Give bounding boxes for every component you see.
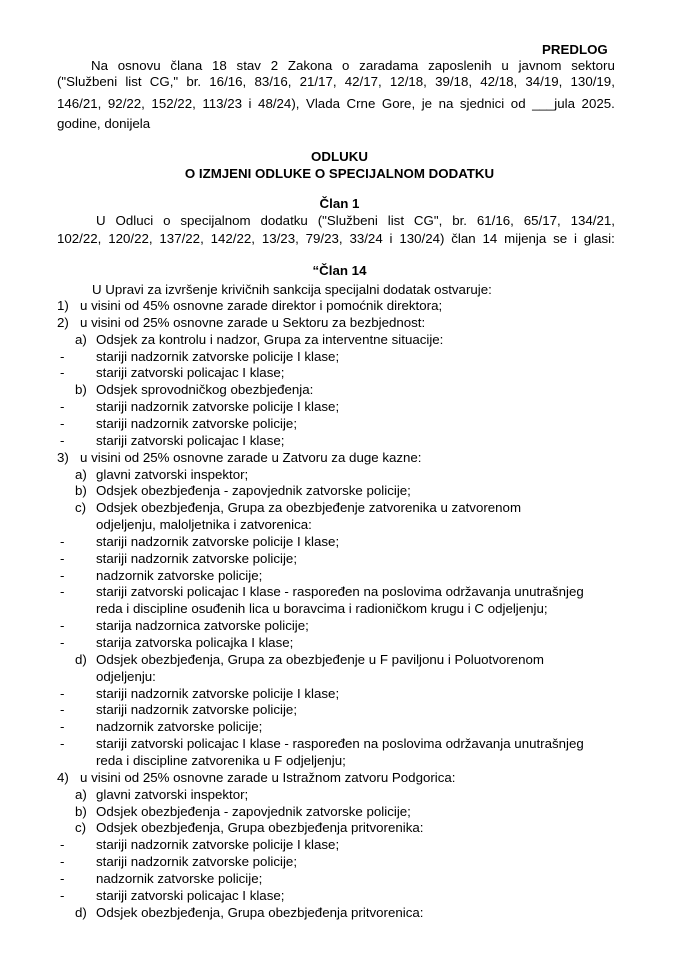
list-text: stariji zatvorski policajac I klase - raspoređen na poslovima održavanja unutrašnjeg	[96, 584, 584, 600]
list-text: stariji nadzornik zatvorske policije;	[96, 854, 298, 870]
word: 42/17,	[344, 74, 382, 89]
word: CG,"	[149, 74, 179, 89]
word: zaposlenih	[428, 58, 492, 73]
word: 42/18,	[480, 74, 518, 89]
word: zaradama	[359, 58, 419, 73]
word: 142/22,	[210, 231, 255, 246]
list-marker: d)	[75, 904, 87, 920]
list-text: reda i discipline osuđenih lica u boravcima i radioničkom krugu i C odjeljenju;	[96, 601, 548, 617]
word: Na	[91, 58, 108, 73]
word: 48/24),	[258, 96, 300, 111]
word: Zakona	[287, 58, 333, 73]
list-text: u visini od 45% osnovne zarade direktor i pomoćnik direktora;	[80, 298, 443, 313]
list-marker: -	[60, 348, 65, 364]
preamble-line	[91, 58, 615, 74]
list-text: u visini od 25% osnovne zarade u Sektoru za bezbjednost:	[80, 314, 426, 330]
word: sjednici	[459, 96, 505, 111]
list-text: nadzornik zatvorske policije;	[96, 567, 263, 583]
word: mijenja	[504, 231, 547, 246]
list-text: Odsjek obezbjeđenja - zapovjednik zatvorske policije;	[96, 483, 411, 499]
list-text: stariji nadzornik zatvorske policije I klase;	[96, 837, 340, 853]
list-marker: a)	[75, 331, 87, 347]
word: 130/19,	[570, 74, 615, 89]
article-1-heading: Član 1	[319, 196, 360, 211]
word: ("Službeni	[317, 213, 378, 228]
word: o	[342, 58, 350, 73]
list-marker: -	[60, 432, 65, 448]
word: 79/23,	[305, 231, 343, 246]
word: 152/22,	[151, 96, 196, 111]
preamble-line	[57, 96, 615, 112]
list-text: stariji nadzornik zatvorske policije I klase;	[96, 685, 340, 701]
list-text: odjeljenju, maloljetnika i zatvorenica:	[96, 517, 312, 533]
list-text: stariji nadzornik zatvorske policije;	[96, 550, 298, 566]
word: 34/19,	[525, 74, 563, 89]
list-text: Odsjek za kontrolu i nadzor, Grupa za interventne situacije:	[96, 331, 444, 347]
list-marker: c)	[75, 820, 87, 836]
word: 16/16,	[209, 74, 247, 89]
word: 39/18,	[435, 74, 473, 89]
list-marker: -	[60, 550, 65, 566]
list-text: stariji zatvorski policajac I klase - raspoređen na poslovima održavanja unutrašnjeg	[96, 736, 584, 752]
word: CG",	[413, 213, 443, 228]
list-text: reda i discipline zatvorenika u F odjeljenju;	[96, 752, 346, 768]
word: o	[163, 213, 171, 228]
list-text: Odsjek obezbjeđenja - zapovjednik zatvorske policije;	[96, 803, 411, 819]
word: 2025.	[581, 96, 615, 111]
list-text: glavni zatvorski inspektor;	[96, 786, 249, 802]
list-text: stariji zatvorski policajac I klase;	[96, 887, 285, 903]
decision-subtitle: O IZMJENI ODLUKE O SPECIJALNOM DODATKU	[184, 166, 495, 181]
word: 14	[482, 231, 498, 246]
list-marker: -	[60, 837, 65, 853]
list-marker: b)	[75, 382, 87, 398]
word: U	[96, 213, 106, 228]
list-marker: -	[60, 685, 65, 701]
list-text: stariji zatvorski policajac I klase;	[96, 365, 285, 381]
list-marker: -	[60, 399, 65, 415]
list-text: odjeljenju:	[96, 668, 156, 684]
list-marker: -	[60, 415, 65, 431]
list-text: stariji nadzornik zatvorske policije;	[96, 415, 298, 431]
word: br.	[452, 213, 467, 228]
list-marker: 3)	[57, 449, 69, 465]
word: 92/22,	[107, 96, 145, 111]
list-marker: d)	[75, 651, 87, 667]
list-marker: -	[60, 854, 65, 870]
list-text: nadzornik zatvorske policije;	[96, 870, 263, 886]
word: list	[387, 213, 405, 228]
list-text: Odsjek obezbjeđenja, Grupa za obezbjeđenje u F paviljonu i Poluotvorenom	[96, 651, 544, 667]
list-marker: -	[60, 870, 65, 886]
list-marker: -	[60, 635, 65, 650]
list-marker: a)	[75, 786, 87, 802]
list-marker: -	[60, 719, 65, 735]
word: 113/23	[202, 96, 243, 111]
list-text: u visini od 25% osnovne zarade u Zatvoru za duge kazne:	[80, 449, 422, 465]
word: 18	[211, 58, 227, 73]
word: 65/17,	[523, 213, 561, 228]
list-text: Odsjek sprovodničkog obezbjeđenja:	[96, 382, 314, 398]
article-1-line	[96, 213, 615, 229]
word: od	[510, 96, 526, 111]
word: je	[421, 96, 433, 111]
word: 2	[270, 58, 279, 73]
list-text: glavni zatvorski inspektor;	[96, 466, 249, 482]
word: ___jula	[532, 96, 576, 111]
list-marker: c)	[75, 500, 87, 516]
list-text: stariji nadzornik zatvorske policije;	[96, 702, 298, 718]
list-text: u visini od 25% osnovne zarade u Istražnom zatvoru Podgorica:	[80, 769, 456, 785]
word: 33/24	[349, 231, 383, 246]
word: 102/22,	[57, 231, 102, 246]
word: Odluci	[115, 213, 154, 228]
list-marker: -	[60, 584, 65, 600]
word: u	[501, 58, 509, 73]
word: 21/17,	[299, 74, 337, 89]
list-marker: -	[60, 887, 65, 903]
list-text: Odsjek obezbjeđenja, Grupa obezbjeđenja pritvorenica:	[96, 904, 424, 920]
word: list	[125, 74, 142, 89]
word: 137/22,	[159, 231, 204, 246]
word: stav	[236, 58, 261, 73]
word: se	[553, 231, 568, 246]
word: 12/18,	[389, 74, 427, 89]
word: sektoru	[571, 58, 615, 73]
word: 83/16,	[254, 74, 292, 89]
list-marker: 4)	[57, 769, 69, 785]
list-text: nadzornik zatvorske policije;	[96, 719, 263, 735]
proposal-label: PREDLOG	[542, 42, 608, 57]
word: Gore,	[381, 96, 416, 111]
preamble-line	[57, 74, 615, 90]
word: i	[573, 231, 577, 246]
word: na	[438, 96, 454, 111]
list-marker: -	[60, 736, 65, 752]
list-text: stariji nadzornik zatvorske policije I klase;	[96, 533, 340, 549]
list-marker: -	[60, 567, 65, 583]
word: dodatku	[260, 213, 308, 228]
word: i	[248, 96, 252, 111]
word: 120/22,	[108, 231, 153, 246]
word: br.	[186, 74, 202, 89]
list-marker: a)	[75, 466, 87, 482]
article-14-heading: “Član 14	[312, 263, 367, 278]
list-marker: -	[60, 702, 65, 718]
list-marker: 2)	[57, 314, 69, 330]
word: član	[451, 231, 476, 246]
word: Vlada	[305, 96, 340, 111]
word: javnom	[518, 58, 562, 73]
list-marker: 1)	[57, 298, 69, 313]
word: Crne	[346, 96, 376, 111]
list-text: starija nadzornica zatvorske policije;	[96, 618, 309, 634]
list-marker: b)	[75, 483, 87, 499]
article-14-intro: U Upravi za izvršenje krivičnih sankcija specijalni dodatak ostvaruje:	[92, 282, 492, 297]
word: ("Službeni	[57, 74, 118, 89]
list-text: stariji nadzornik zatvorske policije I klase;	[96, 348, 340, 364]
word: osnovu	[117, 58, 161, 73]
word: specijalnom	[180, 213, 251, 228]
word: 130/24)	[399, 231, 445, 246]
list-text: Odsjek obezbjeđenja, Grupa obezbjeđenja pritvorenika:	[96, 820, 424, 836]
list-text: stariji nadzornik zatvorske policije I klase;	[96, 399, 340, 415]
word: glasi:	[583, 231, 615, 246]
word: 61/16,	[476, 213, 514, 228]
word: 134/21,	[570, 213, 615, 228]
article-1-line	[57, 231, 615, 247]
list-marker: -	[60, 533, 65, 549]
list-marker: b)	[75, 803, 87, 819]
preamble-line: godine, donijela	[57, 116, 151, 131]
word: člana	[170, 58, 203, 73]
list-text: starija zatvorska policajka I klase;	[96, 635, 294, 650]
list-marker: -	[60, 618, 65, 634]
word: 13/23,	[261, 231, 299, 246]
word: 146/21,	[57, 96, 102, 111]
list-marker: -	[60, 365, 65, 381]
list-text: stariji zatvorski policajac I klase;	[96, 432, 285, 448]
list-text: Odsjek obezbjeđenja, Grupa za obezbjeđenje zatvorenika u zatvorenom	[96, 500, 522, 516]
decision-title: ODLUKU	[311, 149, 368, 164]
word: i	[389, 231, 393, 246]
